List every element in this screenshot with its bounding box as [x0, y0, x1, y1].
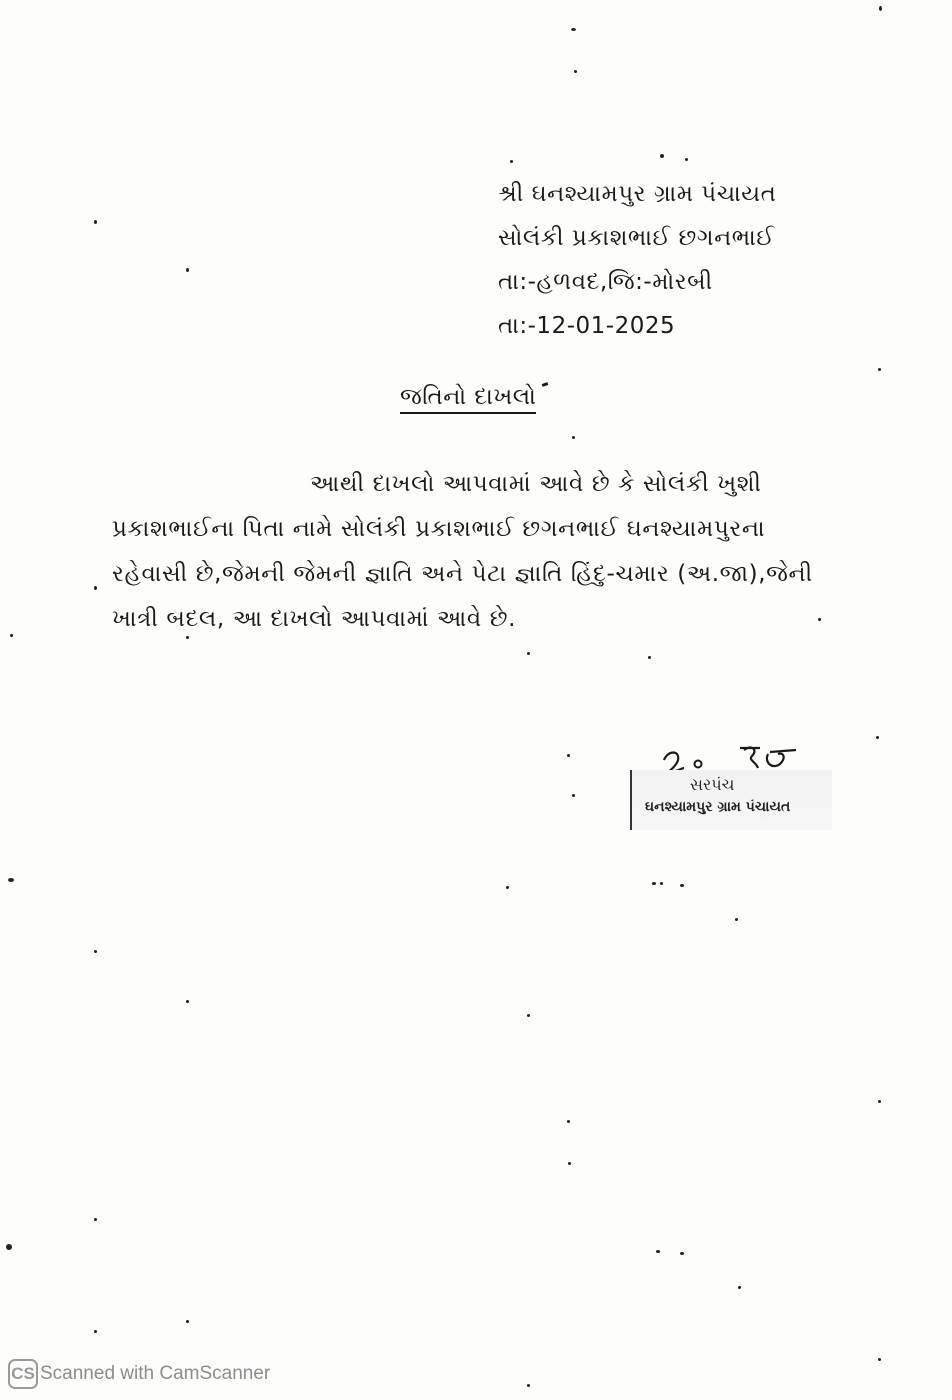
scan-speck — [878, 368, 881, 371]
scan-speck — [567, 754, 570, 757]
scan-speck — [506, 886, 509, 889]
scan-speck — [94, 950, 97, 953]
scan-speck — [568, 1162, 571, 1165]
scan-speck — [10, 634, 13, 637]
body-line-2: પ્રકાશભાઈના પિતા નામે સોલંકી પ્રકાશભાઈ છગનભાઈ ઘનશ્યામપુરના — [112, 516, 766, 542]
applicant-name: સોલંકી પ્રકાશભાઈ છગનભાઈ — [498, 225, 775, 251]
scan-speck — [527, 652, 530, 655]
scan-speck — [571, 28, 576, 31]
scan-speck — [876, 736, 879, 739]
body-line-4: ખાત્રી બદલ, આ દાખલો આપવામાં આવે છે. — [112, 606, 517, 632]
scan-speck — [879, 6, 882, 11]
body-line-1-text: આથી દાખલો આપવામાં આવે છે કે સોલંકી ખુશી — [310, 471, 762, 497]
camscanner-logo: CS — [8, 1359, 38, 1389]
camscanner-watermark — [8, 1358, 270, 1390]
scan-speck — [186, 1000, 189, 1003]
scan-speck — [94, 1218, 97, 1221]
scan-speck — [685, 158, 688, 161]
scan-speck — [186, 1320, 189, 1323]
camscanner-text: Scanned with CamScanner — [40, 1363, 271, 1384]
scan-speck — [878, 1358, 881, 1361]
title-mark — [542, 382, 549, 387]
certificate-body — [112, 462, 842, 642]
title-text: જતિનો દાખલો — [400, 384, 536, 414]
panchayat-name: શ્રી ઘનશ્યામપુર ગ્રામ પંચાયત — [498, 181, 777, 207]
body-line-1 — [112, 462, 842, 507]
scan-speck — [878, 1100, 881, 1103]
scan-speck — [660, 882, 663, 885]
scan-speck — [735, 918, 738, 921]
scan-speck — [652, 882, 656, 885]
stamp-role: સરપંચ — [690, 775, 735, 794]
scan-speck — [510, 160, 513, 163]
document-title — [400, 380, 548, 414]
scan-speck — [660, 154, 664, 158]
scan-speck — [6, 1244, 12, 1250]
document-date: તા:-12-01-2025 — [498, 313, 676, 339]
scan-speck — [680, 884, 684, 887]
scan-speck — [527, 1384, 530, 1387]
scan-speck — [656, 1250, 660, 1253]
stamp-organization: ઘનશ્યામપુર ગ્રામ પંચાયત — [645, 799, 791, 815]
scan-speck — [186, 268, 189, 272]
scan-speck — [94, 586, 97, 590]
body-line-3: રહેવાસી છે,જેમની જેમની જ્ઞાતિ અને પેટા જ્ઞાતિ હિંદુ-ચમાર (અ.જા),જેની — [112, 561, 813, 587]
scan-speck — [680, 1252, 684, 1255]
scan-speck — [8, 878, 14, 882]
sender-address-block — [498, 172, 878, 348]
scan-speck — [738, 1286, 741, 1289]
scan-speck — [648, 656, 651, 659]
scan-speck — [186, 636, 189, 639]
scan-speck — [527, 1014, 530, 1017]
scan-speck — [572, 794, 575, 797]
scan-speck — [94, 220, 97, 224]
scan-speck — [574, 70, 577, 73]
scan-speck — [567, 1120, 570, 1123]
scan-speck — [94, 1330, 97, 1333]
taluka-district: તા:-હળવદ,જિ:-મોરબી — [498, 269, 713, 295]
scan-speck — [572, 436, 575, 439]
scan-speck — [818, 618, 821, 621]
